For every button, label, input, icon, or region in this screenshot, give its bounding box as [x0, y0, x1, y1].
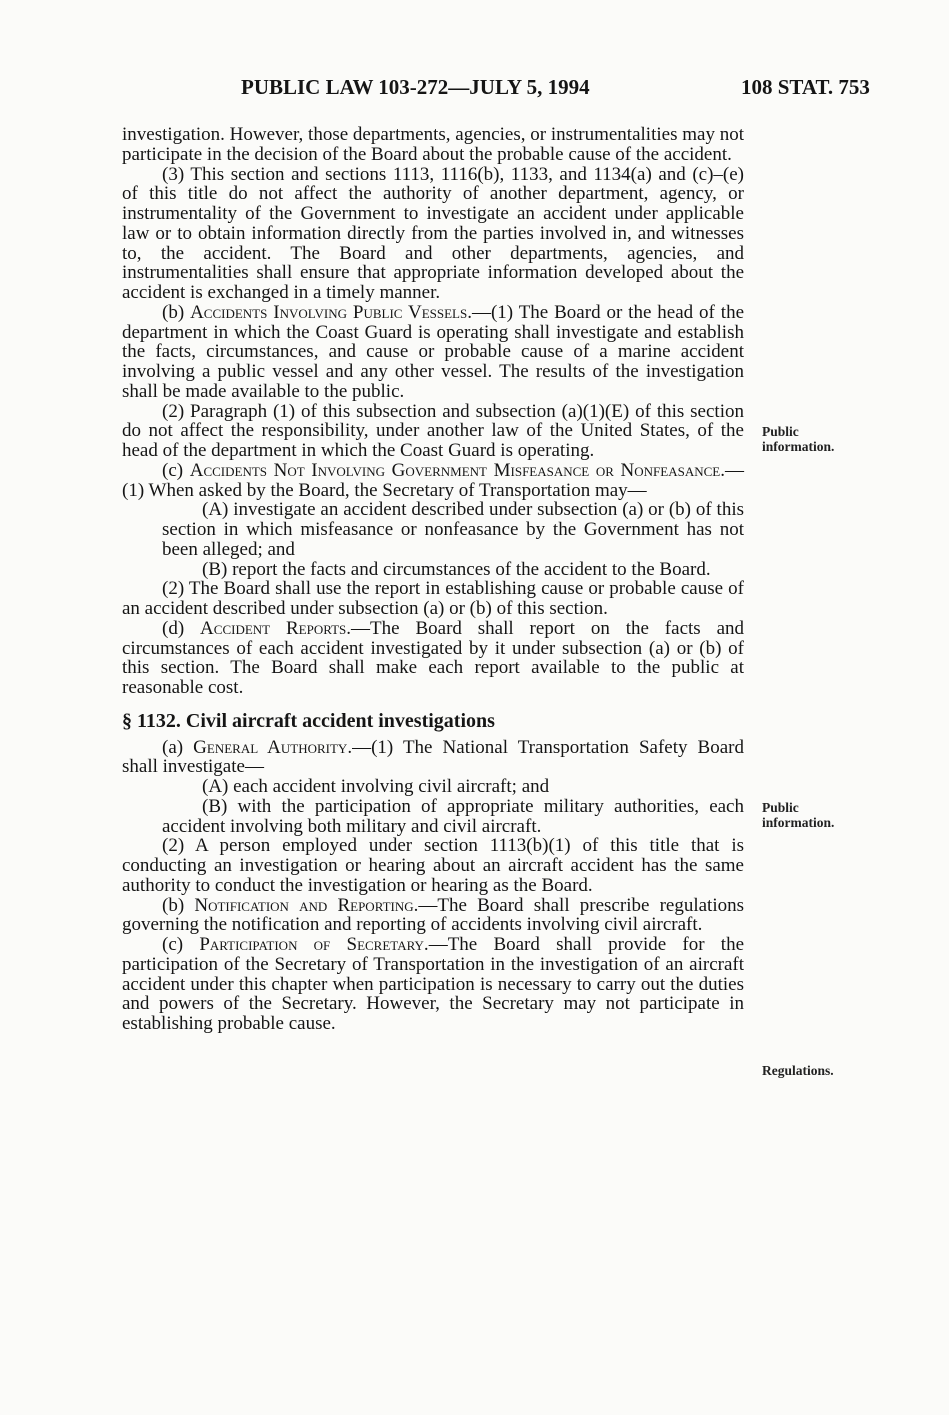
- paragraph: (A) each accident involving civil aircraft; and: [202, 776, 550, 797]
- margin-note-line: Public: [762, 800, 799, 815]
- margin-note-line: information.: [762, 815, 835, 830]
- paragraph: (3) This section and sections 1113, 1116(b), 1133, and 1134(a) and (c)–(e) of this title do not affect the authority of another department, agency, or instrumentality of the Government to investigate an accident under applicable law or to obtain information directly from the parties involved in, and witnesses to, the accident. The Board and other departments, agencies, and instrumentalities shall ensure that appropriate information developed about the accident is exchanged in a timely manner.: [122, 163, 744, 303]
- paragraph-text: —(1) The National Transportation Safety Board shall investigate—: [122, 736, 744, 778]
- paragraph-text: —The Board shall prescribe regulations governing the notification and reporting of accidents involving civil aircraft.: [122, 894, 745, 936]
- section-heading: § 1132. Civil aircraft accident investigations: [122, 709, 495, 732]
- body-text: [122, 125, 744, 1034]
- paragraph: (A) investigate an accident described under subsection (a) or (b) of this section in which misfeasance or nonfeasance by the Government has not been alleged; and: [162, 499, 744, 560]
- margin-note-public-information: [762, 800, 834, 830]
- margin-note-regulations: [762, 1063, 834, 1078]
- paragraph: (B) report the facts and circumstances of the accident to the Board.: [202, 558, 711, 580]
- paragraph: [122, 738, 744, 778]
- margin-note-public-information: [762, 424, 834, 454]
- paragraph: (2) A person employed under section 1113(b)(1) of this title that is conducting an investigation or hearing about an aircraft accident has the same authority to conduct the investigation or hearing as the Board.: [122, 835, 744, 896]
- subsection-label: (d): [162, 617, 201, 639]
- paragraph: (B) with the participation of appropriate military authorities, each accident involving both military and civil aircraft.: [162, 795, 744, 837]
- margin-note-line: information.: [762, 439, 835, 454]
- paragraph: (2) The Board shall use the report in establishing cause or probable cause of an accident described under subsection (a) or (b) of this section.: [122, 578, 744, 619]
- subsection-heading: Accidents Not Involving Government Misfeasance or Nonfeasance.: [189, 459, 725, 481]
- subsection-label: (c): [162, 459, 190, 481]
- subsection-label: (b): [162, 301, 191, 323]
- paragraph-text: —(1) The Board or the head of the department in which the Coast Guard is operating shall investigate and establish the facts, circumstances, and cause or probable cause of a marine accident involving a public vessel and any other vessel. The results of the investigation shall be made available to the public.: [122, 301, 744, 402]
- subsection-label: (b): [162, 894, 195, 916]
- paragraph-text: —(1) When asked by the Board, the Secretary of Transportation may—: [122, 459, 744, 501]
- subsection-label: (c): [162, 934, 200, 955]
- header-stat-citation: 108 STAT. 753: [741, 75, 870, 99]
- subsection-heading: Accident Reports.: [200, 617, 352, 639]
- subsection-heading: Participation of Secretary.: [199, 934, 429, 955]
- paragraph: [122, 619, 744, 698]
- paragraph: (2) Paragraph (1) of this subsection and subsection (a)(1)(E) of this section do not affect the responsibility, under another law of the United States, of the head of the department in which the Coast Guard is operating.: [122, 400, 744, 461]
- paragraph: [122, 461, 744, 501]
- subsection-heading: Notification and Reporting.: [194, 894, 419, 916]
- paragraph-text: —The Board shall provide for the participation of the Secretary of Transportation in the investigation of an aircraft accident under this chapter when participation is necessary to carry out the duties and powers of the Secretary. However, the Secretary may not participate in establishing probable cause.: [122, 934, 745, 1034]
- paragraph: [122, 896, 744, 936]
- paragraph: [122, 935, 744, 1034]
- margin-note-line: Regulations.: [762, 1063, 834, 1078]
- subsection-heading: Accidents Involving Public Vessels.: [190, 301, 472, 323]
- paragraph-text: —The Board shall report on the facts and circumstances of each accident investigated by it under subsection (a) or (b) of this section. The Board shall make each report available to the public at reasonable cost.: [122, 617, 744, 698]
- subsection-label: (a): [162, 736, 194, 758]
- margin-note-line: Public: [762, 424, 799, 439]
- paragraph: [122, 303, 744, 402]
- header-title: PUBLIC LAW 103-272—JULY 5, 1994: [241, 75, 590, 99]
- subsection-heading: General Authority.: [193, 736, 353, 758]
- running-header: [0, 75, 949, 101]
- paragraph: investigation. However, those departments, agencies, or instrumentalities may not participate in the decision of the Board about the probable cause of the accident.: [122, 124, 744, 165]
